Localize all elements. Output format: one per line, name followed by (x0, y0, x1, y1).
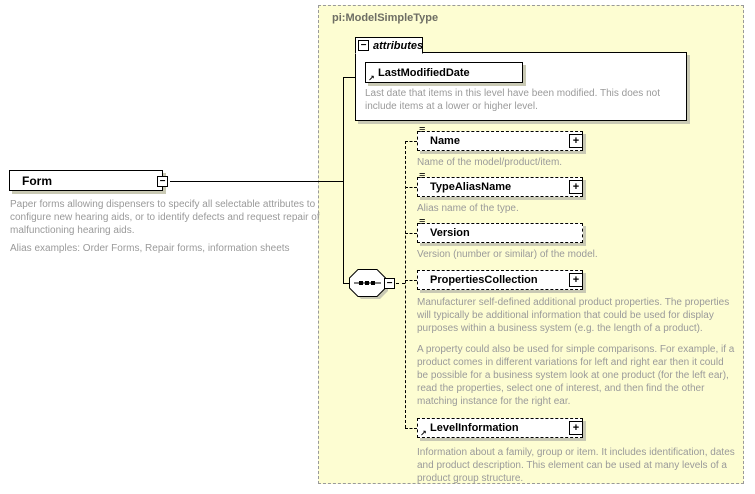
connector-line (405, 187, 417, 188)
element-label: LevelInformation (430, 422, 519, 434)
element-description: Manufacturer self-defined additional product properties. The properties will typically be additional information that could be used for display purposes within a business system (e.g. the length of a product). (417, 297, 730, 334)
connector-line (405, 141, 406, 428)
expand-button[interactable]: + (569, 180, 583, 194)
text-content-icon: ≡ (419, 170, 426, 182)
attributes-label: attributes (373, 40, 424, 52)
element-description: Paper forms allowing dispensers to specify all selectable attributes to configure new hearing aids, or to identify defects and request repair of malfunctioning hearing aids. (10, 199, 320, 236)
attribute-lastmodifieddate[interactable] (365, 62, 523, 83)
element-label: Name (430, 135, 460, 147)
connector-line (405, 428, 417, 429)
element-description: Alias name of the type. (417, 203, 519, 214)
expand-button[interactable]: + (569, 134, 583, 148)
element-form[interactable] (9, 170, 163, 191)
attribute-label: LastModifiedDate (378, 67, 470, 79)
expand-button[interactable]: + (569, 273, 583, 287)
element-description: Version (number or similar) of the model. (417, 249, 598, 260)
connector-line (170, 181, 343, 182)
connector-line (405, 141, 417, 142)
element-version[interactable] (417, 216, 583, 243)
text-content-icon: ≡ (419, 124, 426, 136)
reference-arrow-icon: ↗ (368, 74, 375, 83)
collapse-button[interactable]: − (358, 40, 369, 51)
attribute-description: Last date that items in this level have been modified. This does not include items at a lower or higher level. (365, 88, 660, 112)
connector-line (343, 77, 344, 283)
element-typealiasname[interactable] (417, 170, 583, 197)
text-content-icon: ≡ (419, 216, 426, 228)
element-description: Name of the model/product/item. (417, 157, 563, 168)
reference-arrow-icon: ↗ (420, 429, 427, 438)
element-label: PropertiesCollection (430, 274, 538, 286)
collapse-button[interactable]: − (384, 278, 395, 289)
alias-note: Alias examples: Order Forms, Repair forms, information sheets (10, 243, 290, 254)
element-propertiescollection[interactable] (417, 270, 583, 290)
expand-button[interactable]: + (569, 421, 583, 435)
connector-line (405, 233, 417, 234)
element-label: Form (22, 174, 52, 188)
element-description: Information about a family, group or item. It includes identification, dates and product description. This element can be used at many levels of a product group structure. (417, 447, 735, 484)
collapse-button[interactable]: − (157, 176, 168, 187)
element-description: A property could also be used for simple comparisons. For example, if a product comes in different variations for left and right ear then it could be possible for a business system look at one product (for the left ear), read the properties, select one of interest, and then find the other matching instance for the right ear. (417, 344, 735, 407)
element-label: Version (430, 227, 470, 239)
element-label: TypeAliasName (430, 181, 512, 193)
element-levelinformation[interactable] (417, 418, 583, 438)
connector-line (405, 280, 417, 281)
complex-type-title: pi:ModelSimpleType (332, 12, 439, 24)
element-name[interactable] (417, 124, 583, 151)
connector-line (396, 283, 405, 284)
